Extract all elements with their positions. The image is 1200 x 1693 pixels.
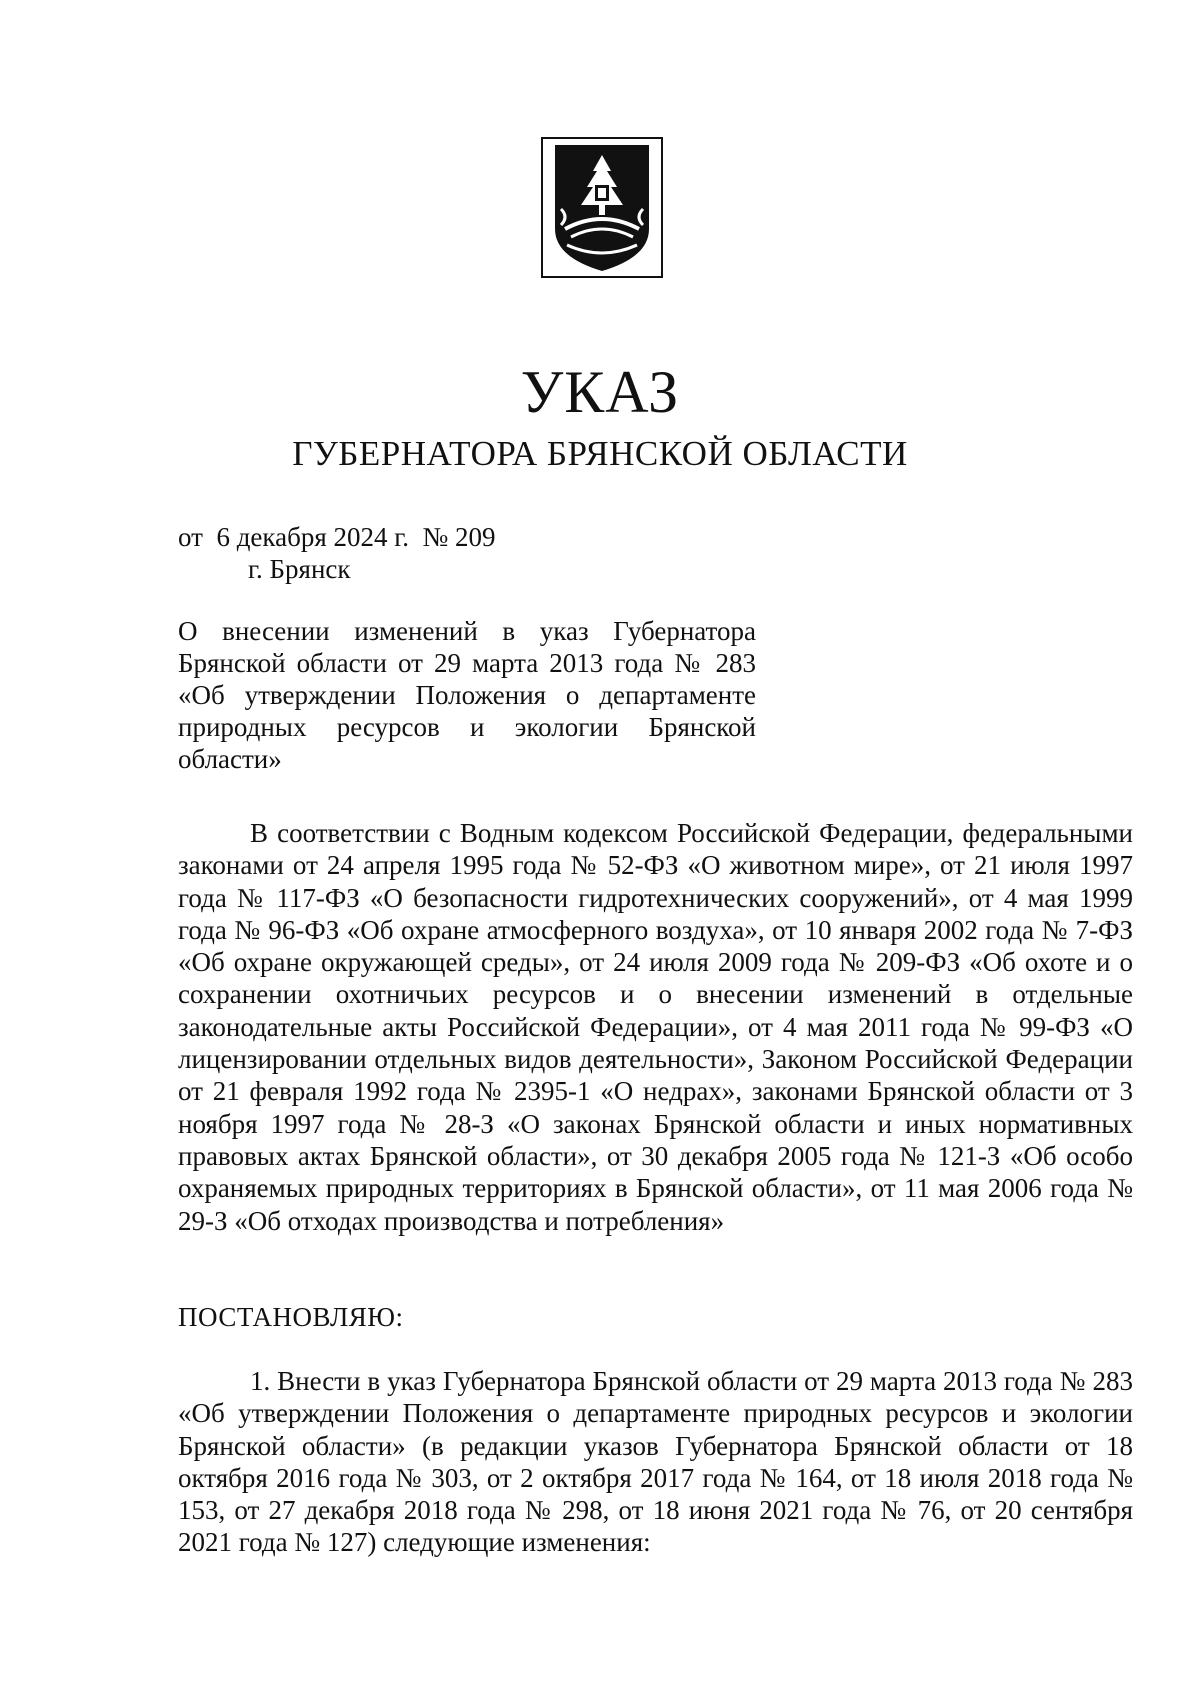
- document-date-number: от 6 декабря 2024 г. № 209: [178, 522, 496, 552]
- preamble-paragraph: В соответствии с Водным кодексом Российской Федерации, федеральными законами от 24 апреля 1995 года № 52-ФЗ «О животном мире», от 21 июля 1997 года № 117-ФЗ «О безопасности гидротехнических сооружений», от 4 мая 1999 года № 96-ФЗ «Об охране атмосферного воздуха», от 10 января 2002 года № 7-ФЗ «Об охране окружающей среды», от 24 июля 2009 года № 209-ФЗ «Об охоте и о сохранении охотничьих ресурсов и о внесении изменений в отдельные законодательные акты Российской Федерации», от 4 мая 2011 года № 99-ФЗ «О лицензировании отдельных видов деятельности», Законом Российской Федерации от 21 февраля 1992 года № 2395-1 «О недрах», законами Брянской области от 3 ноября 1997 года № 28-З «О законах Брянской области и иных нормативных правовых актах Брянской области», от 30 декабря 2005 года № 121-З «Об особо охраняемых природных территориях в Брянской области», от 11 мая 2006 года № 29-З «Об отходах производства и потребления»: [178, 818, 1133, 1236]
- document-heading: О внесении изменений в указ Губернатора Брянской области от 29 марта 2013 года № 283 «Об утверждении Положения о департаменте природных ресурсов и экологии Брянской области»: [178, 616, 756, 774]
- document-subtitle: ГУБЕРНАТОРА БРЯНСКОЙ ОБЛАСТИ: [292, 434, 908, 473]
- document-title: УКАЗ: [520, 359, 680, 425]
- resolve-statement: ПОСТАНОВЛЯЮ:: [178, 1302, 404, 1332]
- bryansk-coat-of-arms-icon: [541, 137, 663, 278]
- document-city: г. Брянск: [248, 554, 351, 584]
- decree-item-1: 1. Внести в указ Губернатора Брянской области от 29 марта 2013 года № 283 «Об утверждении Положения о департаменте природных ресурсов и экологии Брянской области» (в редакции указов Губернатора Брянской области от 18 октября 2016 года № 303, от 2 октября 2017 года № 164, от 18 июля 2018 года № 153, от 27 декабря 2018 года № 298, от 18 июня 2021 года № 76, от 20 сентября 2021 года № 127) следующие изменения:: [178, 1366, 1133, 1558]
